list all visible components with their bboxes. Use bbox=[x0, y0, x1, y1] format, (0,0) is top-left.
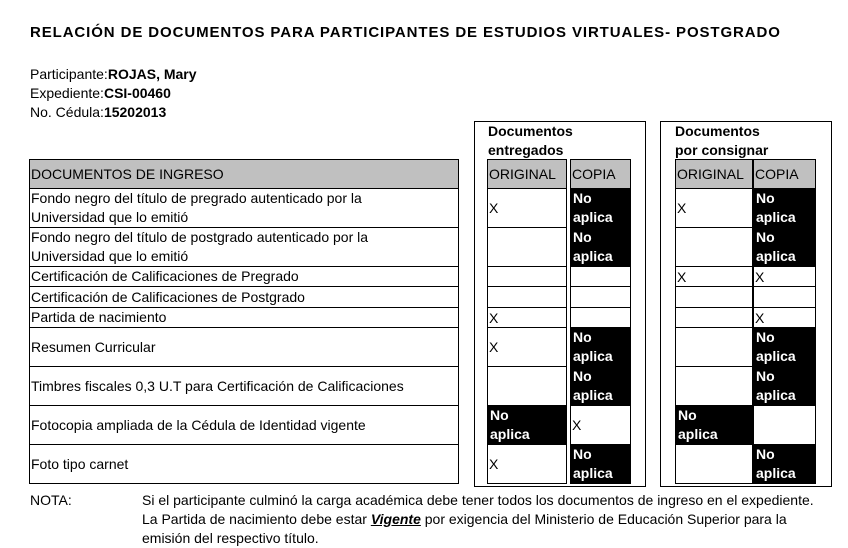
delivered-copy-cell: No aplica bbox=[570, 328, 631, 367]
pending-original-cell bbox=[675, 308, 753, 328]
delivered-copy-cell: X bbox=[570, 406, 631, 445]
note-text: Si el participante culminó la carga académica debe tener todos los documentos de ingreso en el expediente. La Partida de nacimiento debe estar Vigente por exigencia del Ministerio de Educación Superior para la emisión del respectivo título. bbox=[142, 492, 814, 546]
pending-original-cell: No aplica bbox=[675, 406, 753, 445]
pending-copy-cell: No aplica bbox=[753, 445, 816, 484]
delivered-original-cell: X bbox=[487, 445, 567, 484]
pending-original-cell bbox=[675, 228, 753, 267]
delivered-original-cell: No aplica bbox=[487, 406, 567, 445]
document-row-label: Timbres fiscales 0,3 U.T para Certificación de Calificaciones bbox=[29, 367, 459, 406]
participant-line bbox=[30, 66, 197, 82]
delivered-copy-cell: No aplica bbox=[570, 367, 631, 406]
file-label: Expediente: bbox=[30, 85, 104, 101]
delivered-original-cell bbox=[487, 287, 567, 308]
file-number: CSI-00460 bbox=[103, 85, 171, 101]
pending-original-cell bbox=[675, 367, 753, 406]
delivered-copy-cell bbox=[570, 308, 631, 328]
delivered-copy-cell bbox=[570, 267, 631, 287]
pending-group-heading: Documentos por consignar bbox=[675, 123, 769, 158]
document-row-label: Certificación de Calificaciones de Postgrado bbox=[29, 287, 459, 308]
pending-copy-cell: No aplica bbox=[753, 228, 816, 267]
delivered-original-cell bbox=[487, 228, 567, 267]
document-row-label: Resumen Curricular bbox=[29, 328, 459, 367]
pending-copy-cell: No aplica bbox=[753, 328, 816, 367]
id-number: 15202013 bbox=[103, 104, 167, 120]
file-line bbox=[30, 85, 171, 101]
pending-original-cell: X bbox=[675, 267, 753, 287]
document-row-label: Fondo negro del título de postgrado autenticado por la Universidad que lo emitió bbox=[29, 228, 459, 267]
pending-copy-cell: X bbox=[753, 267, 816, 287]
pending-original-cell: X bbox=[675, 189, 753, 228]
delivered-original-cell bbox=[487, 367, 567, 406]
delivered-copy-cell: No aplica bbox=[570, 445, 631, 484]
delivered-group-heading: Documentos entregados bbox=[488, 123, 573, 158]
page-title: RELACIÓN DE DOCUMENTOS PARA PARTICIPANTES DE ESTUDIOS VIRTUALES- POSTGRADO bbox=[30, 24, 781, 41]
pending-original-cell bbox=[675, 328, 753, 367]
pending-copy-header: COPIA bbox=[753, 159, 816, 189]
pending-original-header: ORIGINAL bbox=[675, 159, 753, 189]
participant-name: ROJAS, Mary bbox=[107, 66, 197, 82]
pending-copy-cell: No aplica bbox=[753, 367, 816, 406]
delivered-original-cell: X bbox=[487, 328, 567, 367]
delivered-original-cell bbox=[487, 267, 567, 287]
pending-original-cell bbox=[675, 287, 753, 308]
id-line bbox=[30, 104, 166, 120]
delivered-copy-cell: No aplica bbox=[570, 189, 631, 228]
id-label: No. Cédula: bbox=[30, 104, 104, 120]
delivered-original-cell: X bbox=[487, 189, 567, 228]
note-label: NOTA: bbox=[30, 492, 72, 508]
pending-copy-cell bbox=[753, 406, 816, 445]
docs-column-header: DOCUMENTOS DE INGRESO bbox=[29, 159, 459, 189]
delivered-copy-cell: No aplica bbox=[570, 228, 631, 267]
document-row-label: Fondo negro del título de pregrado autenticado por la Universidad que lo emitió bbox=[29, 189, 459, 228]
document-row-label: Partida de nacimiento bbox=[29, 308, 459, 328]
participant-label: Participante: bbox=[30, 66, 108, 82]
pending-copy-cell: No aplica bbox=[753, 189, 816, 228]
note-emphasis: Vigente bbox=[370, 511, 421, 527]
delivered-original-header: ORIGINAL bbox=[487, 159, 567, 189]
document-row-label: Fotocopia ampliada de la Cédula de Identidad vigente bbox=[29, 406, 459, 445]
document-row-label: Certificación de Calificaciones de Pregrado bbox=[29, 267, 459, 287]
pending-copy-cell: X bbox=[753, 308, 816, 328]
delivered-copy-cell bbox=[570, 287, 631, 308]
pending-copy-cell bbox=[753, 287, 816, 308]
delivered-copy-header: COPIA bbox=[570, 159, 631, 189]
delivered-original-cell: X bbox=[487, 308, 567, 328]
pending-original-cell bbox=[675, 445, 753, 484]
document-row-label: Foto tipo carnet bbox=[29, 445, 459, 484]
